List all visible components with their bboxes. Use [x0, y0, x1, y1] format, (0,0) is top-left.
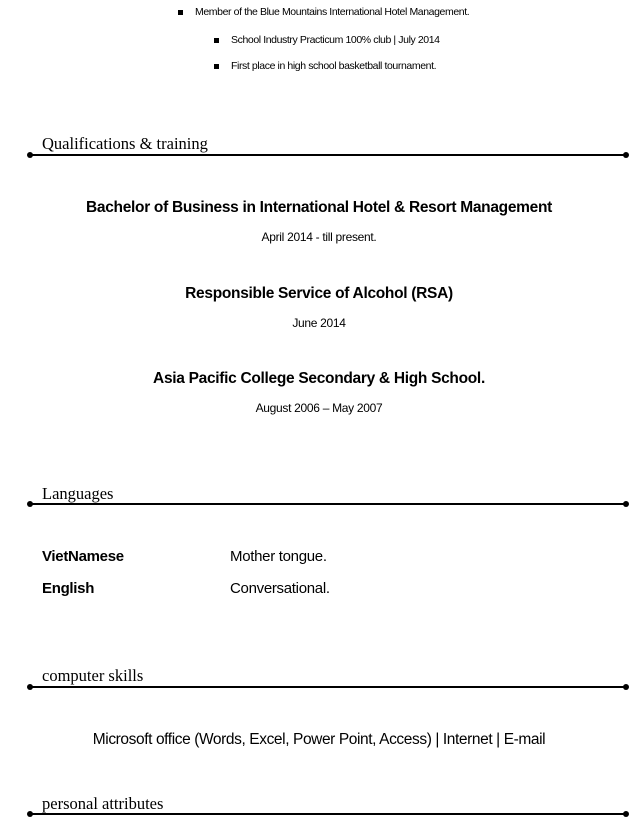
- section-heading-languages: Languages: [42, 484, 114, 503]
- section-divider: [30, 154, 626, 156]
- square-bullet-icon: [214, 38, 219, 43]
- bullet-item: [214, 34, 440, 46]
- qualification-date: April 2014 - till present.: [261, 230, 377, 244]
- language-name: English: [42, 580, 95, 597]
- language-level: Mother tongue.: [230, 548, 327, 565]
- bullet-text: School Industry Practicum 100% club | July 2014: [231, 34, 440, 46]
- bullet-item: [214, 60, 436, 72]
- section-heading-computer-skills: computer skills: [42, 666, 144, 685]
- section-heading-qualifications: Qualifications & training: [42, 134, 208, 153]
- qualification-date: August 2006 – May 2007: [255, 401, 383, 415]
- divider-endpoint-dot: [623, 684, 629, 690]
- divider-endpoint-dot: [27, 152, 33, 158]
- divider-endpoint-dot: [623, 501, 629, 507]
- qualification-title: Bachelor of Business in International Hotel & Resort Management: [86, 199, 552, 216]
- computer-skills-text: Microsoft office (Words, Excel, Power Point, Access) | Internet | E-mail: [92, 731, 546, 748]
- divider-endpoint-dot: [27, 501, 33, 507]
- qualification-title: Responsible Service of Alcohol (RSA): [185, 285, 453, 302]
- section-divider: [30, 503, 626, 505]
- square-bullet-icon: [214, 64, 219, 69]
- divider-endpoint-dot: [623, 811, 629, 817]
- section-divider: [30, 813, 626, 815]
- divider-endpoint-dot: [27, 811, 33, 817]
- bullet-text: First place in high school basketball tournament.: [231, 60, 437, 72]
- divider-endpoint-dot: [27, 684, 33, 690]
- section-heading-personal-attributes: personal attributes: [42, 794, 164, 813]
- qualification-date: June 2014: [292, 316, 346, 330]
- qualification-title: Asia Pacific College Secondary & High School.: [153, 370, 485, 387]
- bullet-text: Member of the Blue Mountains International Hotel Management.: [195, 6, 470, 18]
- divider-endpoint-dot: [623, 152, 629, 158]
- language-name: VietNamese: [42, 548, 124, 565]
- language-level: Conversational.: [230, 580, 330, 597]
- bullet-item: [178, 6, 469, 18]
- square-bullet-icon: [178, 10, 183, 15]
- section-divider: [30, 686, 626, 688]
